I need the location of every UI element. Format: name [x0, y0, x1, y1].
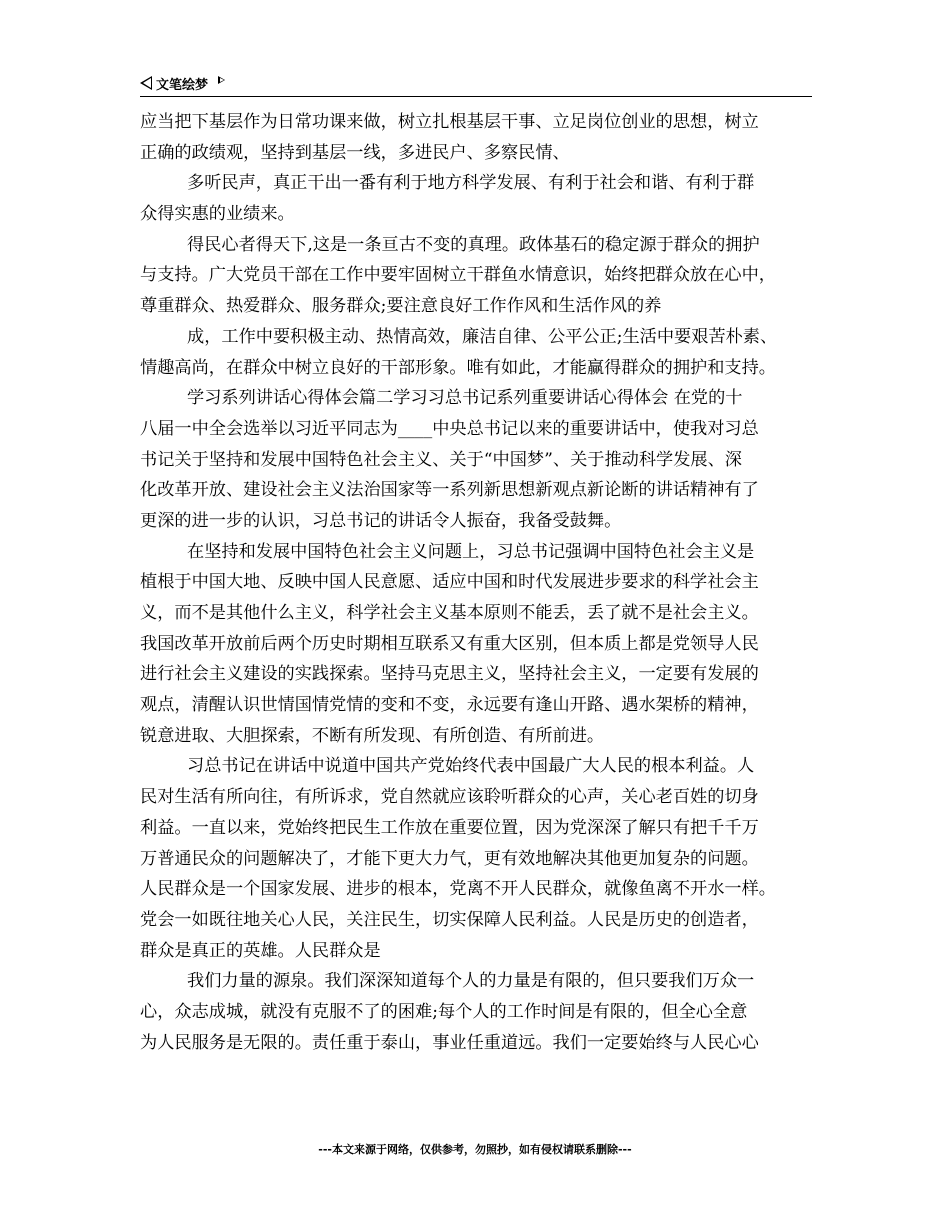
text-line: 党会一如既往地关心人民，关注民生，切实保障人民利益。人民是历史的创造者，	[140, 909, 759, 930]
text-line: 人民群众是一个国家发展、进步的根本，党离不开人民群众，就像鱼离不开水一样。	[140, 879, 776, 900]
text-line: 八届一中全会选举以习近平同志为____中央总书记以来的重要讲话中，使我对习总	[140, 418, 759, 439]
text-line: 万普通民众的问题解决了，才能下更大力气，更有效地解决其他更加复杂的问题。	[140, 848, 759, 869]
text-line: 书记关于坚持和发展中国特色社会主义、关于“中国梦”、关于推动科学发展、深	[140, 449, 742, 470]
document-body	[140, 107, 816, 1058]
text-line: 成，工作中要积极主动、热情高效，廉洁自律、公平公正;生活中要艰苦朴素、	[187, 326, 778, 347]
footer-disclaimer: ---本文来源于网络，仅供参考，勿照抄，如有侵权请联系删除---	[318, 1143, 632, 1156]
text-line: 得民心者得天下,这是一条亘古不变的真理。政体基石的稳定源于群众的拥护	[187, 234, 760, 255]
text-line: 尊重群众、热爱群众、服务群众;要注意良好工作作风和生活作风的养	[140, 296, 662, 317]
text-line: 心，众志成城，就没有克服不了的困难;每个人的工作时间是有限的，但全心全意	[140, 1001, 748, 1022]
text-line: 义，而不是其他什么主义，科学社会主义基本原则不能丢，丢了就不是社会主义。	[140, 603, 759, 623]
text-line: 为人民服务是无限的。责任重于泰山，事业任重道远。我们一定要始终与人民心心	[140, 1032, 759, 1053]
text-line: 学习系列讲话心得体会篇二学习习总书记系列重要讲话心得体会 在党的十	[187, 388, 743, 409]
text-line: 正确的政绩观，坚持到基层一线，多进民户、多察民情、	[140, 142, 570, 163]
text-line: 利益。一直以来，党始终把民生工作放在重要位置，因为党深深了解只有把千千万	[140, 817, 759, 838]
brand-name: 文笔绘梦	[156, 77, 209, 93]
text-line: 民对生活有所向往，有所诉求，党自然就应该聆听群众的心声，关心老百姓的切身	[140, 787, 759, 808]
text-line: 植根于中国大地、反映中国人民意愿、适应中国和时代发展进步要求的科学社会主	[140, 572, 759, 593]
text-line: 群众是真正的英雄。人民群众是	[140, 940, 381, 961]
text-line: 进行社会主义建设的实践探索。坚持马克思主义，坚持社会主义，一定要有发展的	[140, 664, 759, 685]
text-line: 多听民声，真正干出一番有利于地方科学发展、有利于社会和谐、有利于群	[187, 173, 755, 194]
text-line: 众得实惠的业绩来。	[140, 204, 295, 225]
text-line: 我们力量的源泉。我们深深知道每个人的力量是有限的，但只要我们万众一	[187, 971, 755, 992]
text-line: 与支持。广大党员干部在工作中要牢固树立干群鱼水情意识，始终把群众放在心中，	[140, 265, 776, 286]
text-line: 化改革开放、建设社会主义法治国家等一系列新思想新观点新论断的讲话精神有了	[140, 480, 759, 501]
page-header	[140, 70, 812, 97]
text-line: 在坚持和发展中国特色社会主义问题上，习总书记强调中国特色社会主义是	[187, 541, 755, 562]
text-line: 应当把下基层作为日常功课来做，树立扎根基层干事、立足岗位创业的思想，树立	[140, 112, 759, 132]
triangle-right-icon	[218, 76, 225, 84]
text-line: 观点，清醒认识世情国情党情的变和不变，永远要有逢山开路、遇水架桥的精神，	[140, 695, 759, 716]
text-line: 锐意进取、大胆探索，不断有所发现、有所创造、有所前进。	[140, 725, 605, 746]
text-line: 情趣高尚，在群众中树立良好的干部形象。唯有如此，才能赢得群众的拥护和支持。	[140, 357, 776, 378]
text-line: 习总书记在讲话中说道中国共产党始终代表中国最广大人民的根本利益。人	[187, 756, 755, 777]
text-line: 我国改革开放前后两个历史时期相互联系又有重大区别，但本质上都是党领导人民	[140, 633, 759, 654]
brand-logo	[140, 74, 225, 93]
text-line: 更深的进一步的认识，习总书记的讲话令人振奋，我备受鼓舞。	[140, 510, 622, 531]
triangle-left-icon	[140, 76, 152, 90]
